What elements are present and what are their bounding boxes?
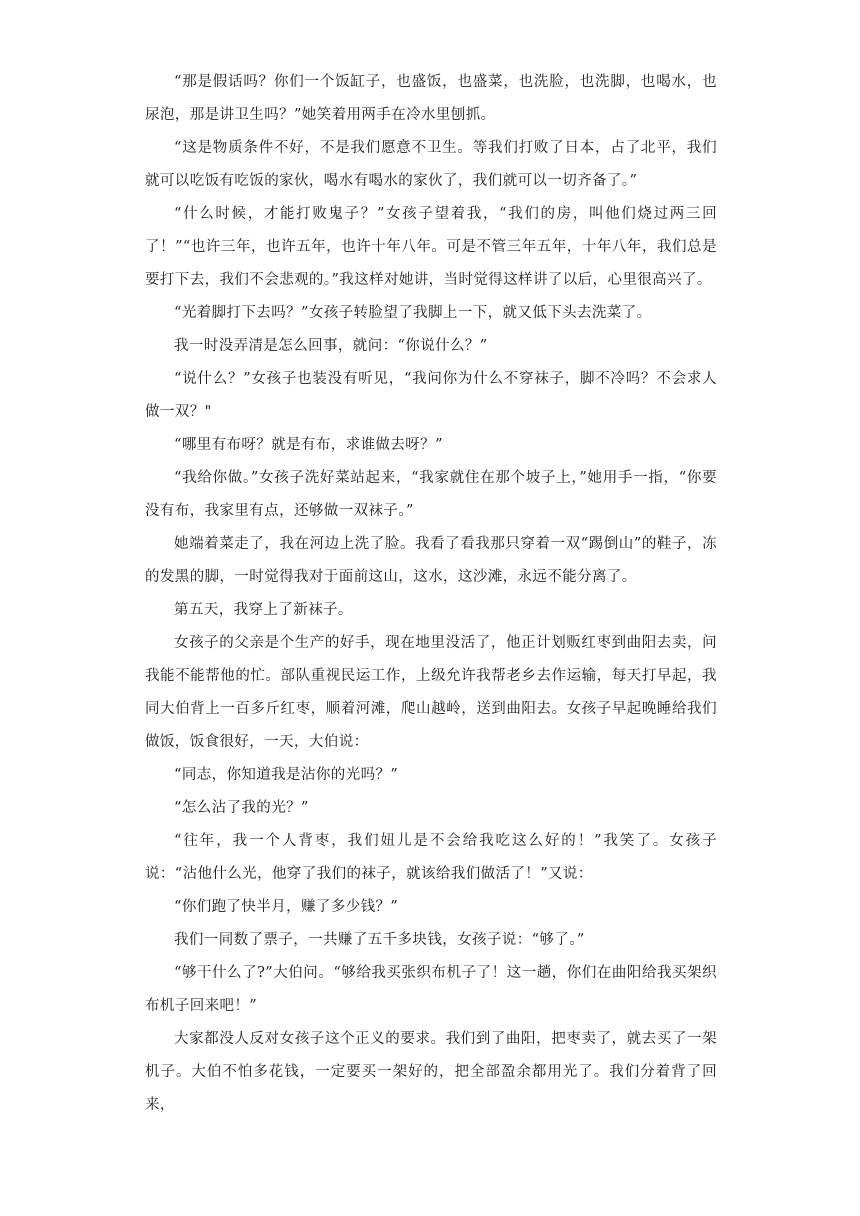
- paragraph: “怎么沾了我的光？”: [174, 800, 309, 816]
- paragraph: “那是假话吗？你们一个饭缸子，也盛饭，也盛菜，也洗脸，也洗脚，也喝水，也尿泡，那是讲卫生吗？”她笑着用两手在冷水里刨抓。: [145, 74, 717, 123]
- paragraph: “说什么？”女孩子也装没有听见，“我问你为什么不穿袜子，脚不冷吗？不会求人做一双？": [145, 371, 717, 420]
- paragraph: “什么时候，才能打败鬼子？”女孩子望着我，“我们的房，叫他们烧过两三回了！”“也许三年，也许五年，也许十年八年。可是不管三年五年，十年八年，我们总是要打下去，我们不会悲观的。”我这样对她讲，当时觉得这样讲了以后，心里很高兴了。: [145, 206, 717, 288]
- paragraph: “你们跑了快半月，赚了多少钱？”: [174, 899, 399, 915]
- paragraph: “够干什么了?”大伯问。“够给我买张织布机子了！这一趟，你们在曲阳给我买架织布机子回来吧！”: [145, 965, 717, 1014]
- paragraph: “光着脚打下去吗？”女孩子转脸望了我脚上一下，就又低下头去洗菜了。: [174, 305, 652, 321]
- article-body: [145, 66, 717, 1122]
- paragraph: “这是物质条件不好，不是我们愿意不卫生。等我们打败了日本，占了北平，我们就可以吃饭有吃饭的家伙，喝水有喝水的家伙了，我们就可以一切齐备了。”: [145, 140, 717, 189]
- paragraph: “往年，我一个人背枣，我们妞儿是不会给我吃这么好的！”我笑了。女孩子说：“沾他什么光，他穿了我们的袜子，就该给我们做活了！”又说：: [145, 833, 717, 882]
- paragraph: 女孩子的父亲是个生产的好手，现在地里没活了，他正计划贩红枣到曲阳去卖，问我能不能帮他的忙。部队重视民运工作，上级允许我帮老乡去作运输，每天打早起，我同大伯背上一百多斤红枣，顺着河滩，爬山越岭，送到曲阳去。女孩子早起晚睡给我们做饭，饭食很好，一天，大伯说：: [145, 635, 717, 750]
- paragraph: 我们一同数了票子，一共赚了五千多块钱，女孩子说：“够了。”: [174, 932, 585, 948]
- paragraph: 第五天，我穿上了新袜子。: [174, 602, 353, 618]
- paragraph: “哪里有布呀？就是有布，求谁做去呀？”: [174, 437, 443, 453]
- paragraph: “我给你做。”女孩子洗好菜站起来，“我家就住在那个坡子上，”她用手一指，“你要没有布，我家里有点，还够做一双袜子。”: [145, 470, 717, 519]
- paragraph: 我一时没弄清是怎么回事，就问：“你说什么？”: [174, 338, 488, 354]
- paragraph: “同志，你知道我是沾你的光吗？”: [174, 767, 399, 783]
- paragraph: 大家都没人反对女孩子这个正义的要求。我们到了曲阳，把枣卖了，就去买了一架机子。大伯不怕多花钱，一定要买一架好的，把全部盈余都用光了。我们分着背了回来，: [145, 1031, 717, 1113]
- paragraph: 她端着菜走了，我在河边上洗了脸。我看了看我那只穿着一双“踢倒山”的鞋子，冻的发黑的脚，一时觉得我对于面前这山，这水，这沙滩，永远不能分离了。: [145, 536, 717, 585]
